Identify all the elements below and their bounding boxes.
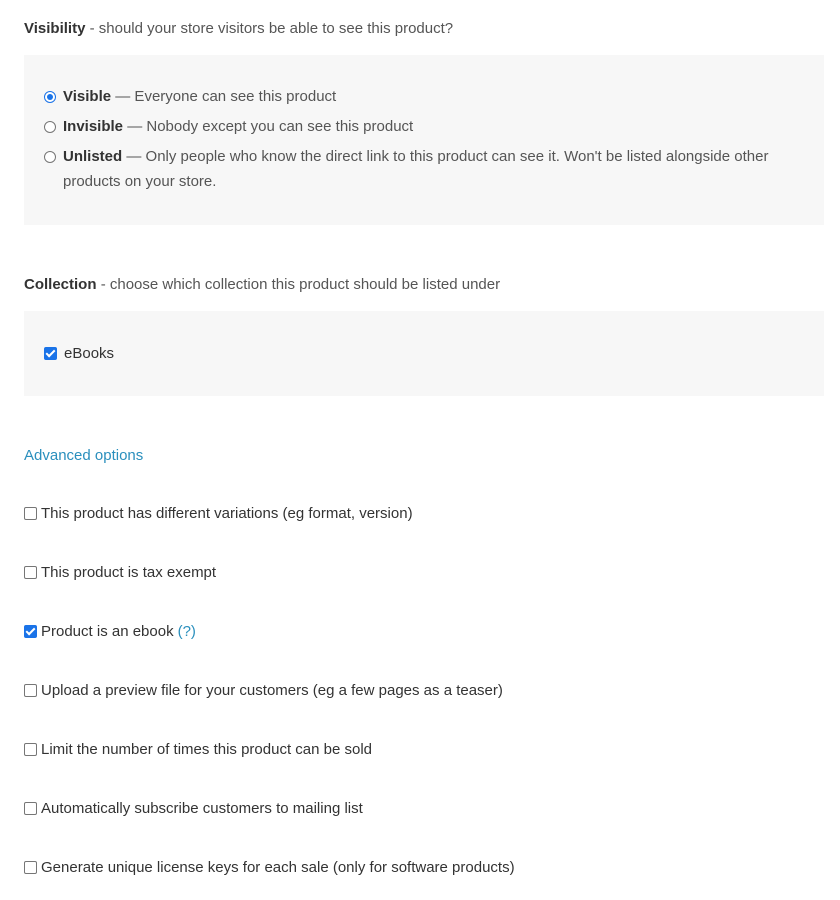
ebook-checkbox[interactable] (24, 625, 37, 638)
ebooks-label: eBooks (64, 345, 115, 362)
tax-exempt-checkbox[interactable] (24, 566, 37, 579)
visibility-heading (24, 20, 453, 37)
visibility-option-invisible[interactable] (44, 120, 784, 139)
option-preview-file[interactable] (24, 682, 503, 699)
visibility-title: Visibility (24, 20, 86, 37)
ebook-help-link[interactable]: (?) (177, 623, 196, 640)
tax-exempt-label: This product is tax exempt (41, 564, 217, 581)
unlisted-radio[interactable] (44, 151, 56, 163)
unlisted-label: Unlisted (63, 148, 123, 165)
visibility-panel (24, 55, 824, 225)
option-variations[interactable] (24, 505, 413, 522)
visible-desc: — Everyone can see this product (115, 88, 337, 105)
invisible-label: Invisible (63, 118, 124, 135)
variations-label: This product has different variations (eg format, version) (41, 505, 413, 522)
visibility-option-unlisted[interactable] (44, 150, 784, 194)
option-license-keys[interactable] (24, 859, 515, 876)
mailing-list-label: Automatically subscribe customers to mailing list (41, 800, 363, 817)
visibility-subtitle: - should your store visitors be able to see this product? (89, 20, 454, 37)
mailing-list-checkbox[interactable] (24, 802, 37, 815)
visible-radio[interactable] (44, 91, 56, 103)
limit-sales-checkbox[interactable] (24, 743, 37, 756)
license-keys-checkbox[interactable] (24, 861, 37, 874)
option-limit-sales[interactable] (24, 741, 372, 758)
preview-file-label: Upload a preview file for your customers (eg a few pages as a teaser) (41, 682, 503, 699)
visible-label: Visible (63, 88, 112, 105)
collection-title: Collection (24, 276, 97, 293)
option-mailing-list[interactable] (24, 800, 363, 817)
limit-sales-label: Limit the number of times this product can be sold (41, 741, 372, 758)
variations-checkbox[interactable] (24, 507, 37, 520)
visibility-option-visible[interactable] (44, 90, 784, 109)
collection-panel (24, 311, 824, 396)
invisible-desc: — Nobody except you can see this product (127, 118, 414, 135)
invisible-radio[interactable] (44, 121, 56, 133)
license-keys-label: Generate unique license keys for each sale (only for software products) (41, 859, 515, 876)
preview-file-checkbox[interactable] (24, 684, 37, 697)
option-ebook[interactable] (24, 623, 196, 640)
collection-heading (24, 276, 500, 293)
collection-subtitle: - choose which collection this product should be listed under (100, 276, 501, 293)
ebook-label: Product is an ebook (41, 623, 174, 640)
ebooks-checkbox[interactable] (44, 347, 57, 360)
collection-item-ebooks[interactable] (44, 345, 114, 362)
advanced-options-link[interactable]: Advanced options (24, 447, 144, 464)
unlisted-desc: — Only people who know the direct link to this product can see it. Won't be listed alongside other products on your store. (63, 148, 769, 190)
option-tax-exempt[interactable] (24, 564, 216, 581)
